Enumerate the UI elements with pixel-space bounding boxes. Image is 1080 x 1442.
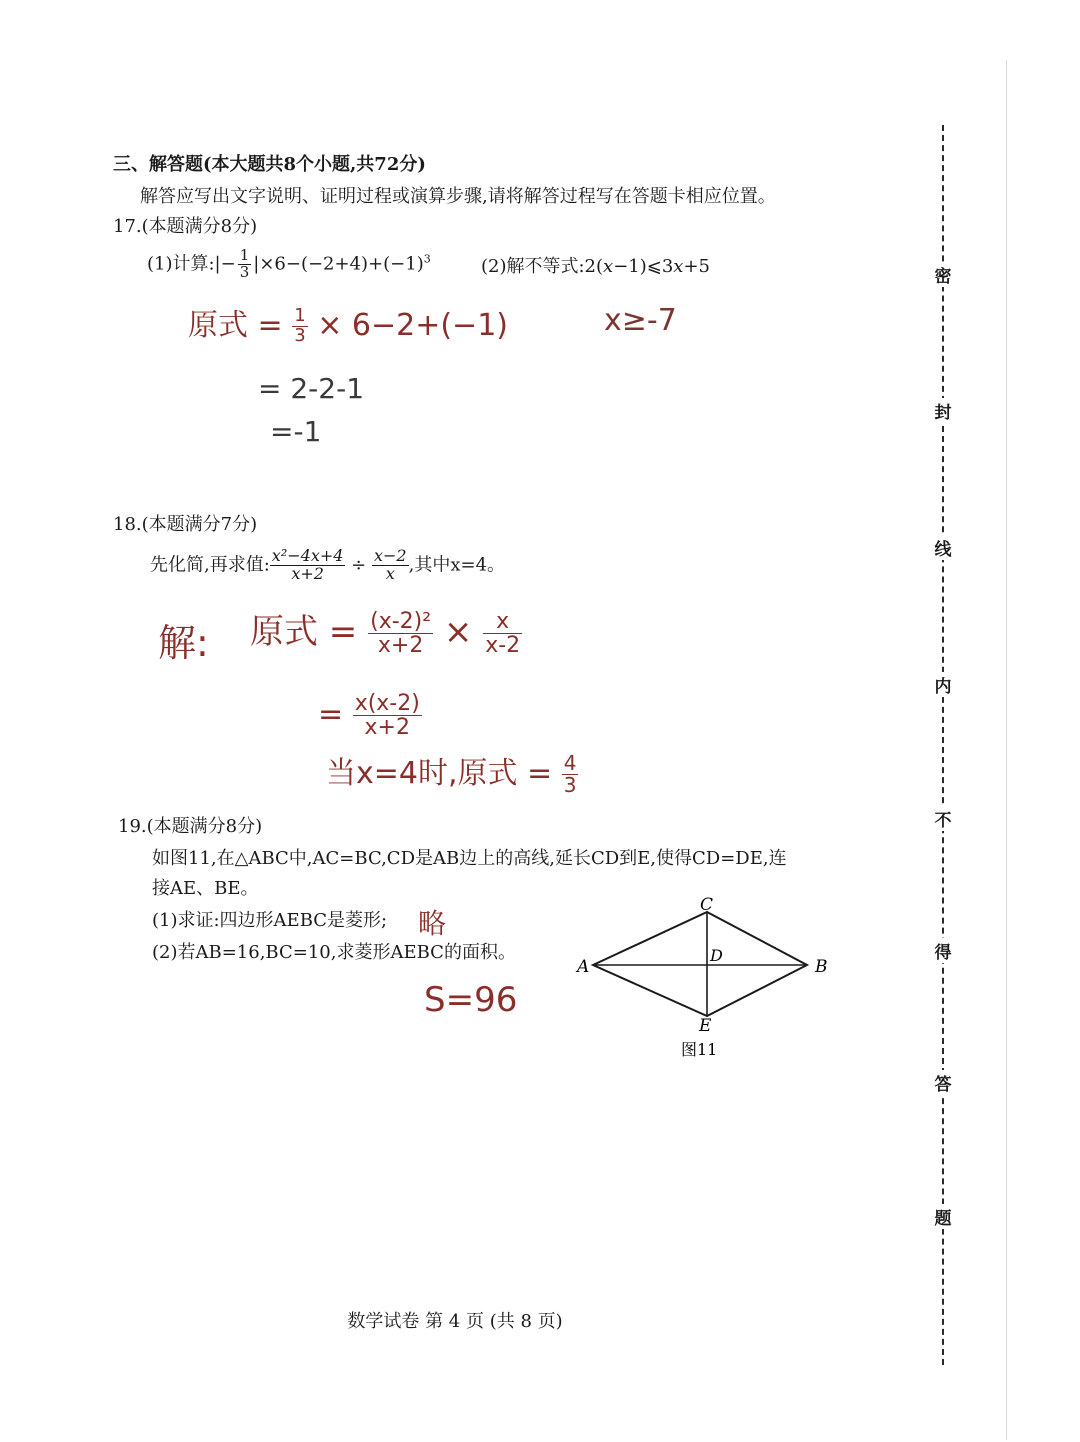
q19-line1: 如图11,在△ABC中,AC=BC,CD是AB边上的高线,延长CD到E,使得CD=DE,连 xyxy=(152,848,787,869)
q18-f1-num: x²−4x+4 xyxy=(271,546,344,565)
figure-11 xyxy=(570,890,840,1065)
figure-caption: 图11 xyxy=(681,1040,718,1059)
q17-p1-frac-den: 3 xyxy=(239,262,250,281)
q18-hw-d1: x+2 xyxy=(377,633,424,658)
q18-hw-d3: x+2 xyxy=(364,715,410,741)
q17-hw-frac xyxy=(292,307,307,346)
seal-char-6: 得 xyxy=(931,938,955,963)
q18-hw-line1 xyxy=(250,604,522,657)
q18-hw-yuanshi: 原式 = xyxy=(250,612,358,652)
q17-p1-rest: |×6−(−2+4)+(−1) xyxy=(253,253,424,275)
q18-f2-den: x xyxy=(385,563,395,583)
q17-header: 17.(本题满分8分) xyxy=(113,216,258,237)
q17-hw-yuanshi: 原式 = xyxy=(188,308,283,343)
q18-hw-frac-3 xyxy=(353,692,422,739)
seal-char-8: 题 xyxy=(931,1204,955,1229)
q19-hw-area: S=96 xyxy=(424,980,518,1020)
seal-char-2: 封 xyxy=(931,398,955,423)
q17-p2-x1: x xyxy=(603,256,614,277)
label-c: C xyxy=(700,895,714,915)
q18-hw-n1: (x-2)² xyxy=(370,608,432,634)
q18-hw-frac-2 xyxy=(483,610,522,657)
q19-part1: (1)求证:四边形AEBC是菱形; xyxy=(152,910,388,931)
q17-hw-frac-den: 3 xyxy=(294,325,306,346)
q17-p2-label: (2)解不等式:2( xyxy=(481,256,604,277)
label-a: A xyxy=(577,957,590,977)
q17-p1-frac-num: 1 xyxy=(239,246,250,264)
seal-char-4: 内 xyxy=(931,672,955,697)
q18-hw-line2 xyxy=(318,692,422,739)
label-e: E xyxy=(699,1016,712,1036)
q17-hw-line1 xyxy=(188,300,508,346)
q17-hw-line1-rest: × 6−2+(−1) xyxy=(317,308,508,343)
q18-divide: ÷ xyxy=(351,554,367,576)
q19-part2: (2)若AB=16,BC=10,求菱形AEBC的面积。 xyxy=(152,942,516,963)
page-footer xyxy=(0,1313,1080,1331)
q18-hw-d2: x-2 xyxy=(485,633,521,658)
q17-p1-exp: 3 xyxy=(423,252,431,266)
q19-line2: 接AE、BE。 xyxy=(152,878,259,899)
q17-p2-end: +5 xyxy=(683,256,710,277)
q18-hw-n2: x xyxy=(483,610,522,634)
q17-part1 xyxy=(147,248,431,281)
q18-prompt-line xyxy=(150,548,505,583)
section-instructions: 解答应写出文字说明、证明过程或演算步骤,请将解答过程写在答题卡相应位置。 xyxy=(140,186,776,207)
q18-hw-times: × xyxy=(443,612,473,652)
q17-hw-line3: =-1 xyxy=(270,415,322,448)
q17-hw-answer2: x≥-7 xyxy=(604,303,677,338)
q18-hw-n3: x(x-2) xyxy=(354,691,420,716)
q18-fraction-2 xyxy=(372,548,409,583)
seal-char-3: 线 xyxy=(931,535,955,560)
q18-hw-line3-text: 当x=4时,原式 = xyxy=(326,756,553,791)
q19-header: 19.(本题满分8分) xyxy=(118,816,263,837)
q18-prompt: 先化简,再求值: xyxy=(150,554,270,576)
q18-f1-den: x+2 xyxy=(291,563,324,583)
q18-hw-line3 xyxy=(326,748,578,796)
seal-char-7: 答 xyxy=(931,1070,955,1095)
q17-p2-x2: x xyxy=(673,256,684,277)
q17-p1-fraction xyxy=(238,248,252,281)
q17-p2-mid: −1)⩽3 xyxy=(613,256,674,277)
seal-dashed-line xyxy=(942,125,944,1365)
page-edge xyxy=(1006,60,1007,1440)
q19-hw-lue: 略 xyxy=(418,907,447,940)
q18-hw-d4: 3 xyxy=(563,773,577,797)
q18-hw-jie: 解: xyxy=(158,621,209,665)
q17-p1-label: (1)计算:|− xyxy=(147,253,236,275)
label-b: B xyxy=(815,957,828,977)
q18-hw-eq2: = xyxy=(318,697,344,733)
section-title: 三、解答题(本大题共8个小题,共72分) xyxy=(113,154,426,175)
label-d: D xyxy=(710,946,723,965)
q18-hw-frac-1 xyxy=(368,610,433,657)
q18-hw-frac-4 xyxy=(562,753,579,796)
seal-char-1: 密 xyxy=(931,262,955,287)
q18-condition: ,其中x=4。 xyxy=(408,554,506,576)
q18-header: 18.(本题满分7分) xyxy=(113,514,258,535)
q18-hw-n4: 4 xyxy=(563,751,577,775)
q18-f2-num: x−2 xyxy=(374,546,407,565)
seal-char-5: 不 xyxy=(931,806,955,831)
rhombus-outline xyxy=(593,912,807,1016)
q17-hw-frac-num: 1 xyxy=(294,305,306,327)
q17-hw-line2: = 2-2-1 xyxy=(258,372,365,405)
q17-part2 xyxy=(481,258,710,276)
q18-fraction-1 xyxy=(270,548,346,583)
page-footer-text: 数学试卷 第 4 页 (共 8 页) xyxy=(347,1311,563,1332)
